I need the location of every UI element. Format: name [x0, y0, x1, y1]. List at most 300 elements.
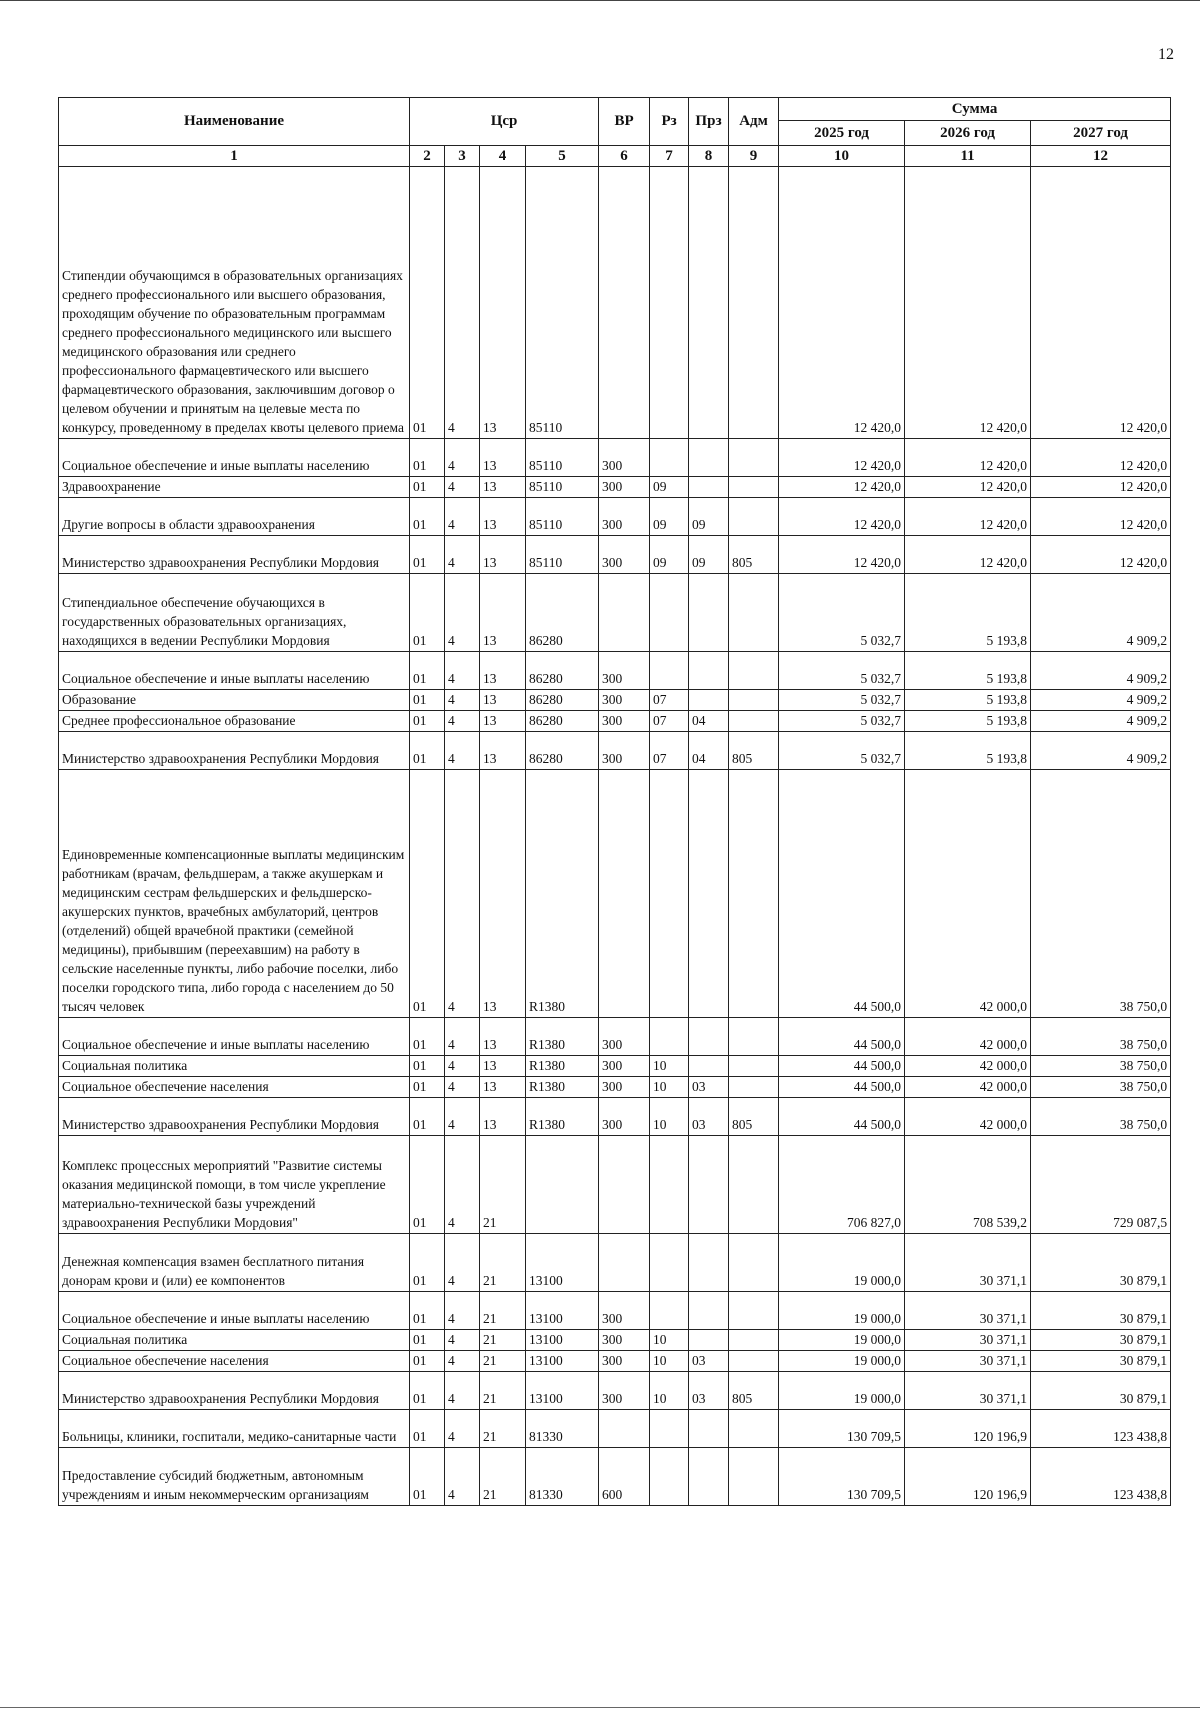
csr-subprogram: 13 [480, 711, 526, 732]
csr-direction [526, 1136, 599, 1234]
amount-2027: 38 750,0 [1031, 770, 1171, 1018]
amount-2025: 12 420,0 [779, 536, 905, 574]
header-rz: Рз [650, 98, 689, 146]
prz-code [689, 1292, 729, 1330]
rz-code [650, 1136, 689, 1234]
csr-program: 01 [410, 770, 445, 1018]
prz-code [689, 1136, 729, 1234]
vr-code: 300 [599, 439, 650, 477]
prz-code [689, 477, 729, 498]
amount-2025: 19 000,0 [779, 1234, 905, 1292]
amount-2027: 4 909,2 [1031, 732, 1171, 770]
csr-subprogram: 21 [480, 1292, 526, 1330]
amount-2026: 12 420,0 [905, 498, 1031, 536]
prz-code: 09 [689, 498, 729, 536]
csr-subprogram: 13 [480, 690, 526, 711]
vr-code: 300 [599, 1372, 650, 1410]
csr-subprogram: 13 [480, 732, 526, 770]
csr-program: 01 [410, 1136, 445, 1234]
row-name: Другие вопросы в области здравоохранения [59, 498, 410, 536]
csr-program: 01 [410, 711, 445, 732]
amount-2027: 38 750,0 [1031, 1098, 1171, 1136]
rz-code [650, 1448, 689, 1506]
csr-type: 4 [445, 1018, 480, 1056]
row-name: Министерство здравоохранения Республики Мордовия [59, 1372, 410, 1410]
table-row [59, 477, 1171, 498]
csr-direction: 13100 [526, 1234, 599, 1292]
table-row [59, 1136, 1171, 1234]
amount-2027: 12 420,0 [1031, 167, 1171, 439]
csr-program: 01 [410, 1234, 445, 1292]
csr-subprogram: 13 [480, 536, 526, 574]
prz-code: 04 [689, 711, 729, 732]
csr-program: 01 [410, 1410, 445, 1448]
column-number: 6 [599, 146, 650, 167]
csr-direction: 86280 [526, 652, 599, 690]
vr-code: 300 [599, 1330, 650, 1351]
amount-2027: 12 420,0 [1031, 477, 1171, 498]
amount-2027: 38 750,0 [1031, 1077, 1171, 1098]
csr-direction: R1380 [526, 1077, 599, 1098]
csr-type: 4 [445, 732, 480, 770]
csr-subprogram: 21 [480, 1136, 526, 1234]
row-name: Социальное обеспечение населения [59, 1077, 410, 1098]
csr-subprogram: 21 [480, 1351, 526, 1372]
prz-code: 03 [689, 1351, 729, 1372]
table-row [59, 690, 1171, 711]
prz-code [689, 1448, 729, 1506]
csr-direction: 85110 [526, 498, 599, 536]
csr-direction: 85110 [526, 536, 599, 574]
row-name: Министерство здравоохранения Республики Мордовия [59, 1098, 410, 1136]
adm-code: 805 [729, 536, 779, 574]
amount-2025: 19 000,0 [779, 1330, 905, 1351]
column-number: 3 [445, 146, 480, 167]
csr-program: 01 [410, 1372, 445, 1410]
header-year-2026: 2026 год [905, 121, 1031, 146]
amount-2027: 38 750,0 [1031, 1056, 1171, 1077]
header-year-2025: 2025 год [779, 121, 905, 146]
amount-2027: 123 438,8 [1031, 1448, 1171, 1506]
csr-type: 4 [445, 477, 480, 498]
amount-2025: 706 827,0 [779, 1136, 905, 1234]
csr-direction: 81330 [526, 1448, 599, 1506]
prz-code [689, 1330, 729, 1351]
csr-program: 01 [410, 1292, 445, 1330]
table-body [59, 167, 1171, 1506]
table-row [59, 536, 1171, 574]
amount-2025: 12 420,0 [779, 477, 905, 498]
rz-code: 07 [650, 732, 689, 770]
header-name: Наименование [59, 98, 410, 146]
amount-2027: 30 879,1 [1031, 1234, 1171, 1292]
csr-subprogram: 13 [480, 1098, 526, 1136]
amount-2026: 5 193,8 [905, 690, 1031, 711]
amount-2025: 5 032,7 [779, 690, 905, 711]
prz-code [689, 1018, 729, 1056]
table-row [59, 1410, 1171, 1448]
amount-2025: 44 500,0 [779, 770, 905, 1018]
amount-2026: 42 000,0 [905, 1098, 1031, 1136]
vr-code: 300 [599, 652, 650, 690]
prz-code [689, 1056, 729, 1077]
rz-code [650, 439, 689, 477]
csr-subprogram: 21 [480, 1234, 526, 1292]
vr-code: 300 [599, 477, 650, 498]
rz-code: 10 [650, 1077, 689, 1098]
vr-code: 300 [599, 498, 650, 536]
table-row [59, 732, 1171, 770]
vr-code: 300 [599, 1077, 650, 1098]
rz-code: 10 [650, 1351, 689, 1372]
amount-2025: 44 500,0 [779, 1018, 905, 1056]
rz-code [650, 1410, 689, 1448]
amount-2026: 5 193,8 [905, 652, 1031, 690]
adm-code [729, 1234, 779, 1292]
table-row [59, 1056, 1171, 1077]
amount-2027: 38 750,0 [1031, 1018, 1171, 1056]
prz-code [689, 167, 729, 439]
csr-direction: 86280 [526, 574, 599, 652]
csr-subprogram: 13 [480, 1077, 526, 1098]
amount-2025: 5 032,7 [779, 732, 905, 770]
amount-2026: 30 371,1 [905, 1234, 1031, 1292]
csr-type: 4 [445, 439, 480, 477]
header-sum: Сумма [779, 98, 1171, 121]
amount-2026: 5 193,8 [905, 574, 1031, 652]
amount-2026: 12 420,0 [905, 536, 1031, 574]
csr-type: 4 [445, 574, 480, 652]
amount-2027: 4 909,2 [1031, 711, 1171, 732]
row-name: Социальное обеспечение и иные выплаты населению [59, 652, 410, 690]
amount-2027: 729 087,5 [1031, 1136, 1171, 1234]
amount-2025: 19 000,0 [779, 1372, 905, 1410]
vr-code: 600 [599, 1448, 650, 1506]
csr-type: 4 [445, 1351, 480, 1372]
prz-code: 03 [689, 1372, 729, 1410]
amount-2027: 4 909,2 [1031, 652, 1171, 690]
vr-code: 300 [599, 1292, 650, 1330]
csr-subprogram: 21 [480, 1372, 526, 1410]
bottom-scan-line [0, 1707, 1200, 1708]
table-row [59, 1351, 1171, 1372]
csr-type: 4 [445, 711, 480, 732]
csr-direction: R1380 [526, 1018, 599, 1056]
amount-2026: 120 196,9 [905, 1410, 1031, 1448]
rz-code: 10 [650, 1372, 689, 1410]
row-name: Стипендии обучающимся в образовательных организациях среднего профессионального или высшего образования, проходящим обучение по образовательным программам среднего профессионального медицинского или высшего медицинского образования или среднего профессионального фармацевтического или высшего фармацевтического образования, заключившим договор о целевом обучении и принятым на целевые места по конкурсу, проведенному в пределах квоты целевого приема [59, 167, 410, 439]
amount-2027: 30 879,1 [1031, 1351, 1171, 1372]
csr-type: 4 [445, 1448, 480, 1506]
csr-type: 4 [445, 690, 480, 711]
row-name: Больницы, клиники, госпитали, медико-санитарные части [59, 1410, 410, 1448]
csr-program: 01 [410, 477, 445, 498]
csr-program: 01 [410, 1448, 445, 1506]
adm-code [729, 167, 779, 439]
adm-code [729, 1410, 779, 1448]
table-row [59, 711, 1171, 732]
adm-code [729, 574, 779, 652]
rz-code: 07 [650, 690, 689, 711]
amount-2027: 30 879,1 [1031, 1292, 1171, 1330]
column-number-row [59, 146, 1171, 167]
amount-2027: 12 420,0 [1031, 439, 1171, 477]
header-csr: Цср [410, 98, 599, 146]
table-row [59, 1330, 1171, 1351]
table-row [59, 498, 1171, 536]
vr-code [599, 1410, 650, 1448]
adm-code [729, 1292, 779, 1330]
column-number: 12 [1031, 146, 1171, 167]
csr-program: 01 [410, 1077, 445, 1098]
amount-2026: 42 000,0 [905, 1077, 1031, 1098]
prz-code: 03 [689, 1077, 729, 1098]
table-row [59, 1077, 1171, 1098]
rz-code [650, 1234, 689, 1292]
amount-2025: 130 709,5 [779, 1448, 905, 1506]
csr-direction: 86280 [526, 711, 599, 732]
csr-direction: 86280 [526, 690, 599, 711]
prz-code [689, 1410, 729, 1448]
table-row [59, 1018, 1171, 1056]
csr-program: 01 [410, 574, 445, 652]
rz-code: 09 [650, 498, 689, 536]
amount-2026: 12 420,0 [905, 439, 1031, 477]
row-name: Образование [59, 690, 410, 711]
csr-subprogram: 13 [480, 439, 526, 477]
csr-program: 01 [410, 652, 445, 690]
csr-program: 01 [410, 167, 445, 439]
adm-code [729, 1018, 779, 1056]
column-number: 7 [650, 146, 689, 167]
amount-2026: 708 539,2 [905, 1136, 1031, 1234]
csr-type: 4 [445, 1098, 480, 1136]
csr-direction: 13100 [526, 1330, 599, 1351]
amount-2025: 12 420,0 [779, 439, 905, 477]
amount-2025: 5 032,7 [779, 574, 905, 652]
csr-program: 01 [410, 1098, 445, 1136]
csr-subprogram: 21 [480, 1330, 526, 1351]
adm-code [729, 1077, 779, 1098]
csr-direction: R1380 [526, 770, 599, 1018]
prz-code: 04 [689, 732, 729, 770]
csr-direction: 85110 [526, 477, 599, 498]
amount-2027: 30 879,1 [1031, 1330, 1171, 1351]
vr-code: 300 [599, 1351, 650, 1372]
adm-code [729, 770, 779, 1018]
amount-2025: 19 000,0 [779, 1351, 905, 1372]
csr-program: 01 [410, 1056, 445, 1077]
amount-2027: 123 438,8 [1031, 1410, 1171, 1448]
header-adm: Адм [729, 98, 779, 146]
prz-code [689, 652, 729, 690]
adm-code [729, 1136, 779, 1234]
header-prz: Прз [689, 98, 729, 146]
csr-direction: 13100 [526, 1292, 599, 1330]
amount-2026: 12 420,0 [905, 477, 1031, 498]
table-row [59, 1098, 1171, 1136]
column-number: 1 [59, 146, 410, 167]
csr-type: 4 [445, 498, 480, 536]
csr-direction: 86280 [526, 732, 599, 770]
amount-2027: 30 879,1 [1031, 1372, 1171, 1410]
vr-code: 300 [599, 1056, 650, 1077]
csr-subprogram: 21 [480, 1410, 526, 1448]
csr-program: 01 [410, 1351, 445, 1372]
adm-code [729, 1351, 779, 1372]
adm-code [729, 652, 779, 690]
csr-subprogram: 13 [480, 477, 526, 498]
vr-code [599, 770, 650, 1018]
rz-code: 07 [650, 711, 689, 732]
amount-2027: 4 909,2 [1031, 690, 1171, 711]
amount-2026: 42 000,0 [905, 1056, 1031, 1077]
csr-subprogram: 13 [480, 574, 526, 652]
adm-code: 805 [729, 1372, 779, 1410]
csr-direction: R1380 [526, 1056, 599, 1077]
rz-code [650, 167, 689, 439]
row-name: Социальное обеспечение и иные выплаты населению [59, 439, 410, 477]
table-row [59, 439, 1171, 477]
adm-code: 805 [729, 732, 779, 770]
csr-type: 4 [445, 1372, 480, 1410]
vr-code [599, 1136, 650, 1234]
prz-code [689, 770, 729, 1018]
adm-code [729, 1448, 779, 1506]
csr-type: 4 [445, 1234, 480, 1292]
csr-type: 4 [445, 1056, 480, 1077]
vr-code [599, 167, 650, 439]
column-number: 9 [729, 146, 779, 167]
row-name: Социальное обеспечение населения [59, 1351, 410, 1372]
row-name: Здравоохранение [59, 477, 410, 498]
csr-program: 01 [410, 498, 445, 536]
adm-code [729, 477, 779, 498]
amount-2025: 130 709,5 [779, 1410, 905, 1448]
header-vr: ВР [599, 98, 650, 146]
amount-2025: 19 000,0 [779, 1292, 905, 1330]
prz-code: 09 [689, 536, 729, 574]
csr-type: 4 [445, 1136, 480, 1234]
amount-2026: 30 371,1 [905, 1292, 1031, 1330]
amount-2026: 30 371,1 [905, 1330, 1031, 1351]
amount-2026: 5 193,8 [905, 732, 1031, 770]
amount-2026: 12 420,0 [905, 167, 1031, 439]
column-number: 4 [480, 146, 526, 167]
vr-code: 300 [599, 536, 650, 574]
adm-code [729, 690, 779, 711]
amount-2027: 4 909,2 [1031, 574, 1171, 652]
amount-2026: 30 371,1 [905, 1372, 1031, 1410]
amount-2025: 44 500,0 [779, 1098, 905, 1136]
csr-subprogram: 13 [480, 167, 526, 439]
amount-2026: 120 196,9 [905, 1448, 1031, 1506]
rz-code: 09 [650, 477, 689, 498]
vr-code [599, 574, 650, 652]
column-number: 8 [689, 146, 729, 167]
column-number: 5 [526, 146, 599, 167]
adm-code [729, 1056, 779, 1077]
amount-2026: 30 371,1 [905, 1351, 1031, 1372]
rz-code: 10 [650, 1098, 689, 1136]
row-name: Социальная политика [59, 1056, 410, 1077]
amount-2026: 42 000,0 [905, 770, 1031, 1018]
vr-code: 300 [599, 690, 650, 711]
csr-program: 01 [410, 439, 445, 477]
csr-direction: 85110 [526, 167, 599, 439]
csr-direction: 85110 [526, 439, 599, 477]
table-row [59, 1234, 1171, 1292]
amount-2025: 5 032,7 [779, 652, 905, 690]
csr-type: 4 [445, 1330, 480, 1351]
amount-2026: 5 193,8 [905, 711, 1031, 732]
csr-direction: 81330 [526, 1410, 599, 1448]
amount-2025: 44 500,0 [779, 1077, 905, 1098]
csr-type: 4 [445, 652, 480, 690]
csr-program: 01 [410, 1018, 445, 1056]
table-row [59, 1372, 1171, 1410]
row-name: Денежная компенсация взамен бесплатного питания донорам крови и (или) ее компонентов [59, 1234, 410, 1292]
row-name: Предоставление субсидий бюджетным, автономным учреждениям и иным некоммерческим организациям [59, 1448, 410, 1506]
prz-code [689, 574, 729, 652]
amount-2025: 44 500,0 [779, 1056, 905, 1077]
prz-code [689, 439, 729, 477]
top-scan-line [0, 0, 1200, 1]
adm-code [729, 498, 779, 536]
amount-2025: 12 420,0 [779, 498, 905, 536]
csr-subprogram: 13 [480, 652, 526, 690]
csr-type: 4 [445, 1410, 480, 1448]
csr-direction: 13100 [526, 1351, 599, 1372]
column-number: 11 [905, 146, 1031, 167]
rz-code [650, 1292, 689, 1330]
table-row [59, 1448, 1171, 1506]
row-name: Стипендиальное обеспечение обучающихся в государственных образовательных организациях, находящихся в ведении Республики Мордовия [59, 574, 410, 652]
table-row [59, 770, 1171, 1018]
csr-program: 01 [410, 1330, 445, 1351]
vr-code: 300 [599, 732, 650, 770]
page-number: 12 [1158, 46, 1174, 63]
csr-type: 4 [445, 1292, 480, 1330]
amount-2025: 5 032,7 [779, 711, 905, 732]
prz-code [689, 1234, 729, 1292]
rz-code [650, 770, 689, 1018]
column-number: 10 [779, 146, 905, 167]
csr-program: 01 [410, 536, 445, 574]
column-number: 2 [410, 146, 445, 167]
rz-code: 09 [650, 536, 689, 574]
adm-code [729, 711, 779, 732]
amount-2026: 42 000,0 [905, 1018, 1031, 1056]
rz-code [650, 652, 689, 690]
csr-type: 4 [445, 167, 480, 439]
rz-code: 10 [650, 1056, 689, 1077]
csr-type: 4 [445, 1077, 480, 1098]
csr-type: 4 [445, 536, 480, 574]
csr-subprogram: 13 [480, 498, 526, 536]
csr-program: 01 [410, 690, 445, 711]
row-name: Комплекс процессных мероприятий "Развитие системы оказания медицинской помощи, в том числе укрепление материально-технической базы учреждений здравоохранения Республики Мордовия" [59, 1136, 410, 1234]
table-row [59, 574, 1171, 652]
csr-subprogram: 21 [480, 1448, 526, 1506]
row-name: Министерство здравоохранения Республики Мордовия [59, 732, 410, 770]
amount-2025: 12 420,0 [779, 167, 905, 439]
csr-subprogram: 13 [480, 1018, 526, 1056]
row-name: Социальное обеспечение и иные выплаты населению [59, 1018, 410, 1056]
table-row [59, 652, 1171, 690]
row-name: Социальное обеспечение и иные выплаты населению [59, 1292, 410, 1330]
rz-code [650, 1018, 689, 1056]
